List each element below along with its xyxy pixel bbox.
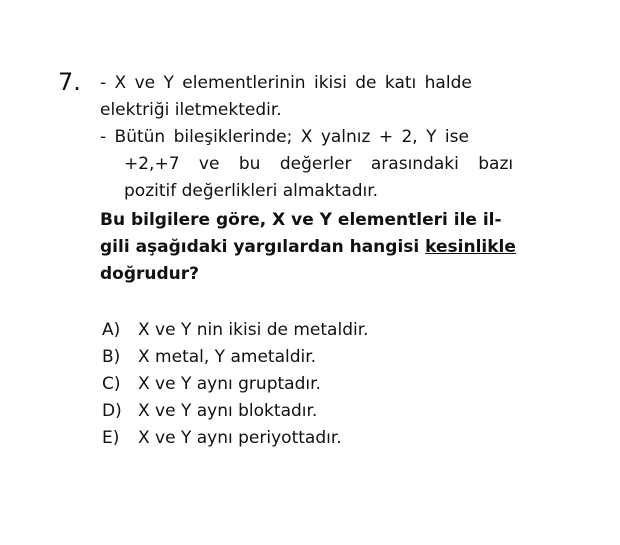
stem-line-3: - Bütün bileşiklerinde; X yalnız + 2, Y ise: [100, 127, 469, 147]
prompt-line-3: doğrudur?: [100, 264, 200, 284]
option-letter: A): [102, 320, 121, 340]
option-text: X ve Y aynı periyottadır.: [138, 428, 342, 448]
stem-line-4: +2,+7 ve bu değerler arasındaki bazı: [124, 154, 514, 174]
question-number: 7.: [58, 68, 81, 96]
option-text: X metal, Y ametaldir.: [138, 347, 317, 367]
option-letter: E): [102, 428, 120, 448]
option-text: X ve Y nin ikisi de metaldir.: [138, 320, 369, 340]
option-text: X ve Y aynı bloktadır.: [138, 401, 318, 421]
option-c[interactable]: [102, 372, 522, 396]
option-letter: D): [102, 401, 122, 421]
stem-line-1: - X ve Y elementlerinin ikisi de katı halde: [100, 73, 472, 93]
option-letter: B): [102, 347, 121, 367]
option-a[interactable]: [102, 318, 522, 342]
option-letter: C): [102, 374, 121, 394]
stem-line-5: pozitif değerlikleri almaktadır.: [124, 181, 379, 201]
prompt-line-2-text: gili aşağıdaki yargılardan hangisi: [100, 237, 426, 257]
option-text: X ve Y aynı gruptadır.: [138, 374, 321, 394]
prompt-line-2: [100, 236, 516, 258]
option-b[interactable]: [102, 345, 522, 369]
prompt-line-1: Bu bilgilere göre, X ve Y elementleri ile il-: [100, 210, 502, 230]
prompt-emphasis: kesinlikle: [425, 237, 516, 257]
option-d[interactable]: [102, 399, 522, 423]
stem-line-2: elektriği iletmektedir.: [100, 100, 282, 120]
option-e[interactable]: [102, 426, 522, 450]
